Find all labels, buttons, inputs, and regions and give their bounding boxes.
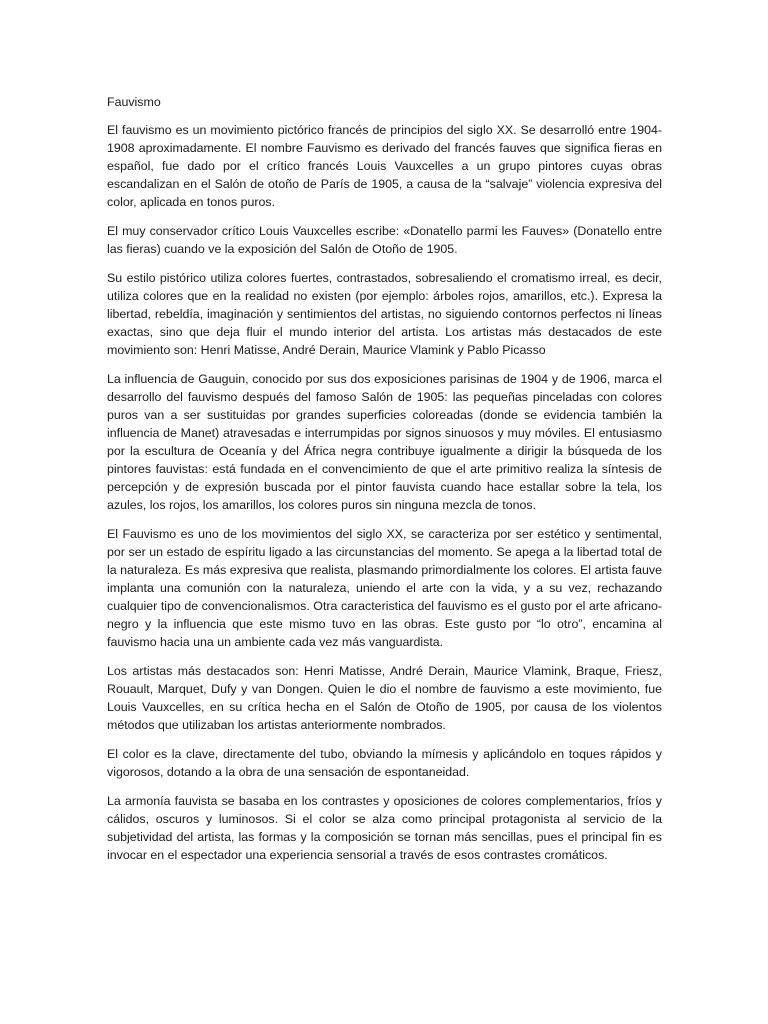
paragraph-characteristics: El Fauvismo es uno de los movimientos del siglo XX, se caracteriza por ser estético y sentimental, por ser un estado de espíritu ligado a las circunstancias del momento. Se apega a la libertad total de la naturaleza. Es más expresiva que realista, plasmando primordialmente los colores. El artista fauve implanta una comunión con la naturaleza, uniendo el arte con la vida, y a su vez, rechazando cualquier tipo de convencionalismos. Otra caracteristica del fauvismo es el gusto por el arte africano-negro y la influencia que este mismo tuvo en las obras. Este gusto por “lo otro”, encamina al fauvismo hacia una un ambiente cada vez más vanguardista. (107, 527, 662, 649)
paragraph-style: Su estilo pistórico utiliza colores fuertes, contrastados, sobresaliendo el cromatismo irreal, es decir, utiliza colores que en la realidad no existen (por ejemplo: árboles rojos, amarillos, etc.). Expresa la libertad, rebeldía, imaginación y sentimientos del artistas, no siguiendo contornos perfectos ni líneas exactas, sino que deja fluir el mundo interior del artista. Los artistas más destacados de este movimiento son: Henri Matisse, André Derain, Maurice Vlamink y Pablo Picasso (107, 271, 662, 357)
document-title: Fauvismo (107, 95, 161, 109)
paragraph-vauxcelles-quote: El muy conservador crítico Louis Vauxcelles escribe: «Donatello parmi les Fauves» (Donatello entre las fieras) cuando ve la exposición del Salón de Otoño de 1905. (107, 224, 662, 256)
paragraph-gauguin-influence: La influencia de Gauguin, conocido por sus dos exposiciones parisinas de 1904 y de 1906, marca el desarrollo del fauvismo después del famoso Salón de 1905: las pequeñas pinceladas con colores puros van a ser sustituidas por grandes superficies coloreadas (donde se evidencia también la influencia de Manet) atravesadas e interrumpidas por signos sinuosos y muy móviles. El entusiasmo por la escultura de Oceanía y del África negra contribuye igualmente a dirigir la búsqueda de los pintores fauvistas: está fundada en el convencimiento de que el arte primitivo realiza la síntesis de percepción y de expresión buscada por el pintor fauvista cuando hace estallar sobre la tela, los azules, los rojos, los amarillos, los colores puros sin ninguna mezcla de tonos. (107, 372, 662, 512)
document-body (107, 93, 662, 875)
paragraph-harmony: La armonía fauvista se basaba en los contrastes y oposiciones de colores complementarios, fríos y cálidos, oscuros y luminosos. Si el color se alza como principal protagonista al servicio de la subjetividad del artista, las formas y la composición se tornan más sencillas, pues el principal fin es invocar en el espectador una experiencia sensorial a través de esos contrastes cromáticos. (107, 794, 662, 862)
paragraph-color: El color es la clave, directamente del tubo, obviando la mímesis y aplicándolo en toques rápidos y vigorosos, dotando a la obra de una sensación de espontaneidad. (107, 747, 662, 779)
paragraph-artists: Los artistas más destacados son: Henri Matisse, André Derain, Maurice Vlamink, Braque, Friesz, Rouault, Marquet, Dufy y van Dongen. Quien le dio el nombre de fauvismo a este movimiento, fue Louis Vauxcelles, en su crítica hecha en el Salón de Otoño de 1905, por causa de los violentos métodos que utilizaban los artistas anteriormente nombrados. (107, 664, 662, 732)
paragraph-definition: El fauvismo es un movimiento pictórico francés de principios del siglo XX. Se desarrolló entre 1904-1908 aproximadamente. El nombre Fauvismo es derivado del francés fauves que significa fieras en español, fue dado por el crítico francés Louis Vauxcelles a un grupo pintores cuyas obras escandalizan en el Salón de otoño de París de 1905, a causa de la “salvaje” violencia expresiva del color, aplicada en tonos puros. (107, 123, 662, 209)
